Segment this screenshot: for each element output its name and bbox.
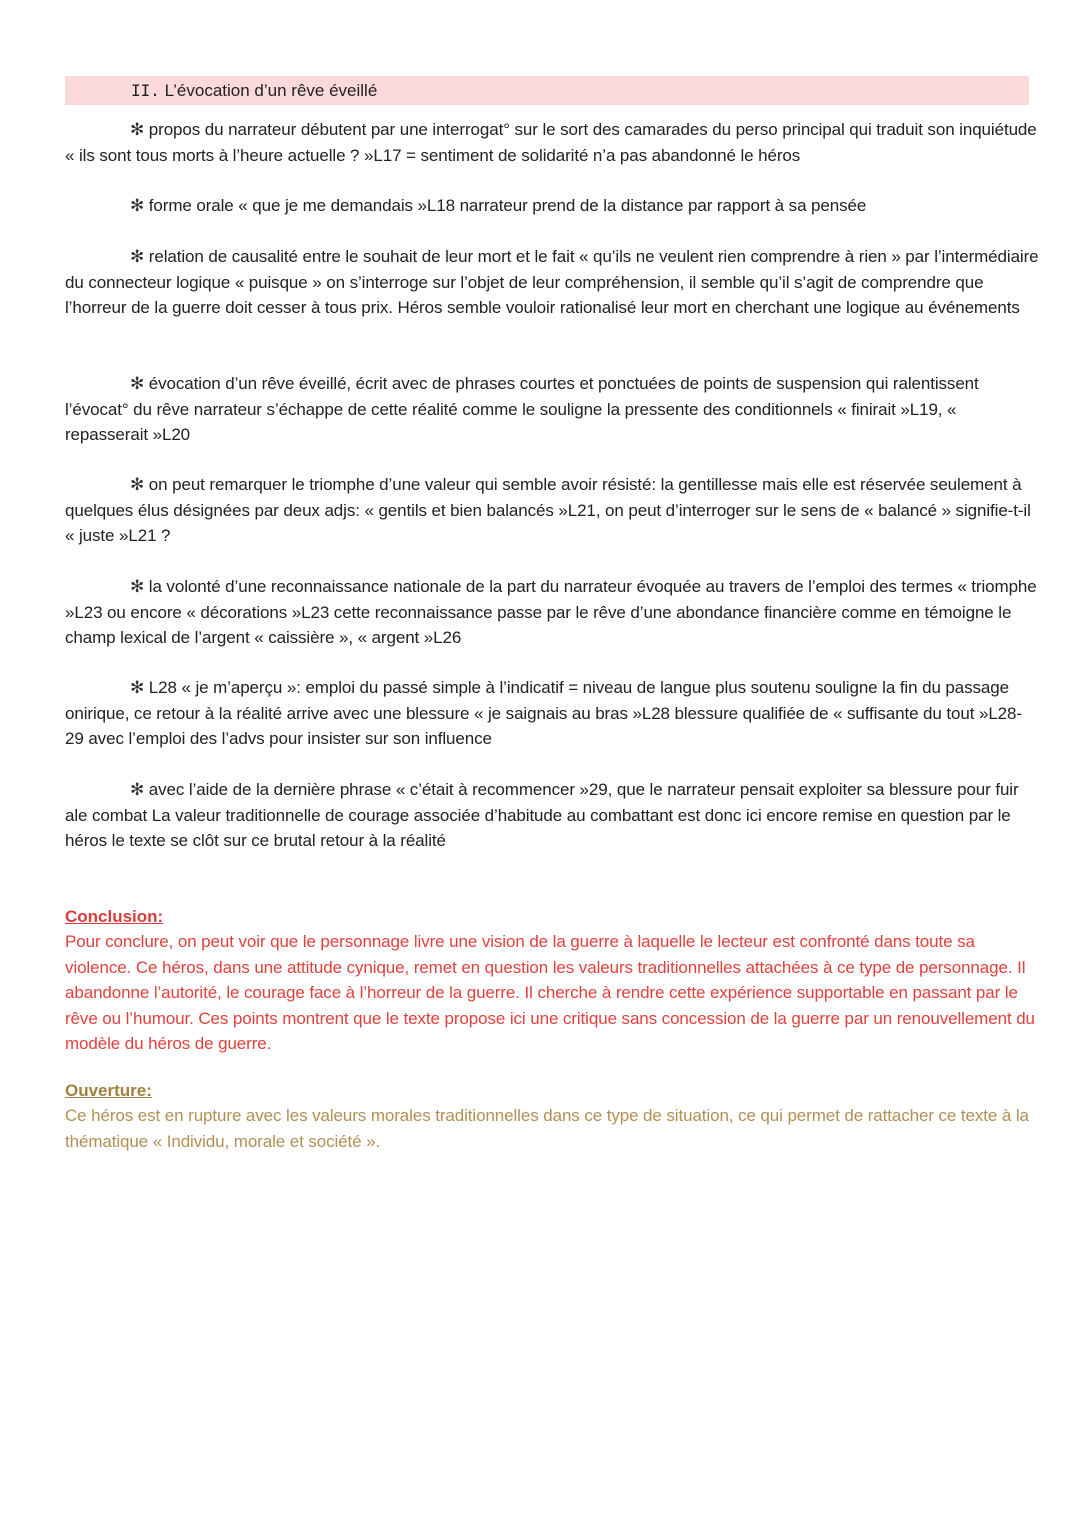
paragraph-text: forme orale « que je me demandais »L18 narrateur prend de la distance par rapport à sa pensée <box>148 196 867 215</box>
paragraph-4 <box>65 371 1040 448</box>
paragraph-text: propos du narrateur débutent par une interrogat° sur le sort des camarades du perso principal qui traduit son inquiétude « ils sont tous morts à l’heure actuelle ? »L17 = sentiment de solidarité n’a pas abandonné le héros <box>65 120 1037 165</box>
asterisk-bullet-icon: ✻ <box>130 577 145 596</box>
asterisk-bullet-icon: ✻ <box>130 678 145 697</box>
paragraph-8 <box>65 777 1040 854</box>
paragraph-3 <box>65 244 1040 321</box>
paragraph-7 <box>65 675 1040 752</box>
ouverture-heading: Ouverture: <box>65 1081 152 1100</box>
paragraph-text: avec l’aide de la dernière phrase « c’était à recommencer »29, que le narrateur pensait exploiter sa blessure pour fuir ale combat La valeur traditionnelle de courage associée d’habitude au combattant est donc ici encore remise en question par le héros le texte se clôt sur ce brutal retour à la réalité <box>65 780 1019 850</box>
asterisk-bullet-icon: ✻ <box>130 196 145 215</box>
paragraph-text: évocation d’un rêve éveillé, écrit avec de phrases courtes et ponctuées de points de suspension qui ralentissent l’évocat° du rêve narrateur s’échappe de cette réalité comme le souligne la pressente des conditionnels « finirait »L19, « repasserait »L20 <box>65 374 979 444</box>
ouverture-text: Ce héros est en rupture avec les valeurs morales traditionnelles dans ce type de situation, ce qui permet de rattacher ce texte à la thématique « Individu, morale et société ». <box>65 1106 1029 1151</box>
conclusion-heading: Conclusion: <box>65 907 164 926</box>
asterisk-bullet-icon: ✻ <box>130 374 145 393</box>
paragraph-text: on peut remarquer le triomphe d’une valeur qui semble avoir résisté: la gentillesse mais elle est réservée seulement à quelques élus désignées par deux adjs: « gentils et bien balancés »L21, on peut d’interroger sur le sens de « balancé » signifie-t-il « juste »L21 ? <box>65 475 1031 545</box>
section-title: L’évocation d’un rêve éveillé <box>164 81 378 100</box>
asterisk-bullet-icon: ✻ <box>130 475 145 494</box>
paragraph-text: L28 « je m’aperçu »: emploi du passé simple à l’indicatif = niveau de langue plus soutenu souligne la fin du passage onirique, ce retour à la réalité arrive avec une blessure « je saignais au bras »L28 blessure qualifiée de « suffisante du tout »L28-29 avec l’emploi des l’advs pour insister sur son influence <box>65 678 1022 748</box>
paragraph-6 <box>65 574 1040 651</box>
paragraph-1 <box>65 117 1040 168</box>
asterisk-bullet-icon: ✻ <box>130 247 145 266</box>
asterisk-bullet-icon: ✻ <box>130 780 145 799</box>
conclusion-text: Pour conclure, on peut voir que le personnage livre une vision de la guerre à laquelle le lecteur est confronté dans toute sa violence. Ce héros, dans une attitude cynique, remet en question les valeurs traditionnelles attachées à ce type de personnage. Il abandonne l’autorité, le courage face à l’horreur de la guerre. Il cherche à rendre cette expérience supportable en passant par le rêve ou l’humour. Ces points montrent que le texte propose ici une critique sans concession de la guerre par un renouvellement du modèle du héros de guerre. <box>65 932 1035 1053</box>
asterisk-bullet-icon: ✻ <box>130 120 145 139</box>
paragraph-text: relation de causalité entre le souhait de leur mort et le fait « qu’ils ne veulent rien comprendre à rien » par l’intermédiaire du connecteur logique « puisque » on s’interroge sur l’objet de leur compréhension, il semble qu’il s’agit de comprendre que l’horreur de la guerre doit cesser à tous prix. Héros semble vouloir rationalisé leur mort en cherchant une logique au événements <box>65 247 1039 317</box>
paragraph-text: la volonté d’une reconnaissance nationale de la part du narrateur évoquée au travers de l’emploi des termes « triomphe »L23 ou encore « décorations »L23 cette reconnaissance passe par le rêve d’une abondance financière comme en témoigne le champ lexical de l’argent « caissière », « argent »L26 <box>65 577 1037 647</box>
paragraph-5 <box>65 472 1040 549</box>
section-heading <box>65 76 1029 105</box>
paragraph-2 <box>65 193 1040 219</box>
section-numeral: II. <box>131 81 160 100</box>
